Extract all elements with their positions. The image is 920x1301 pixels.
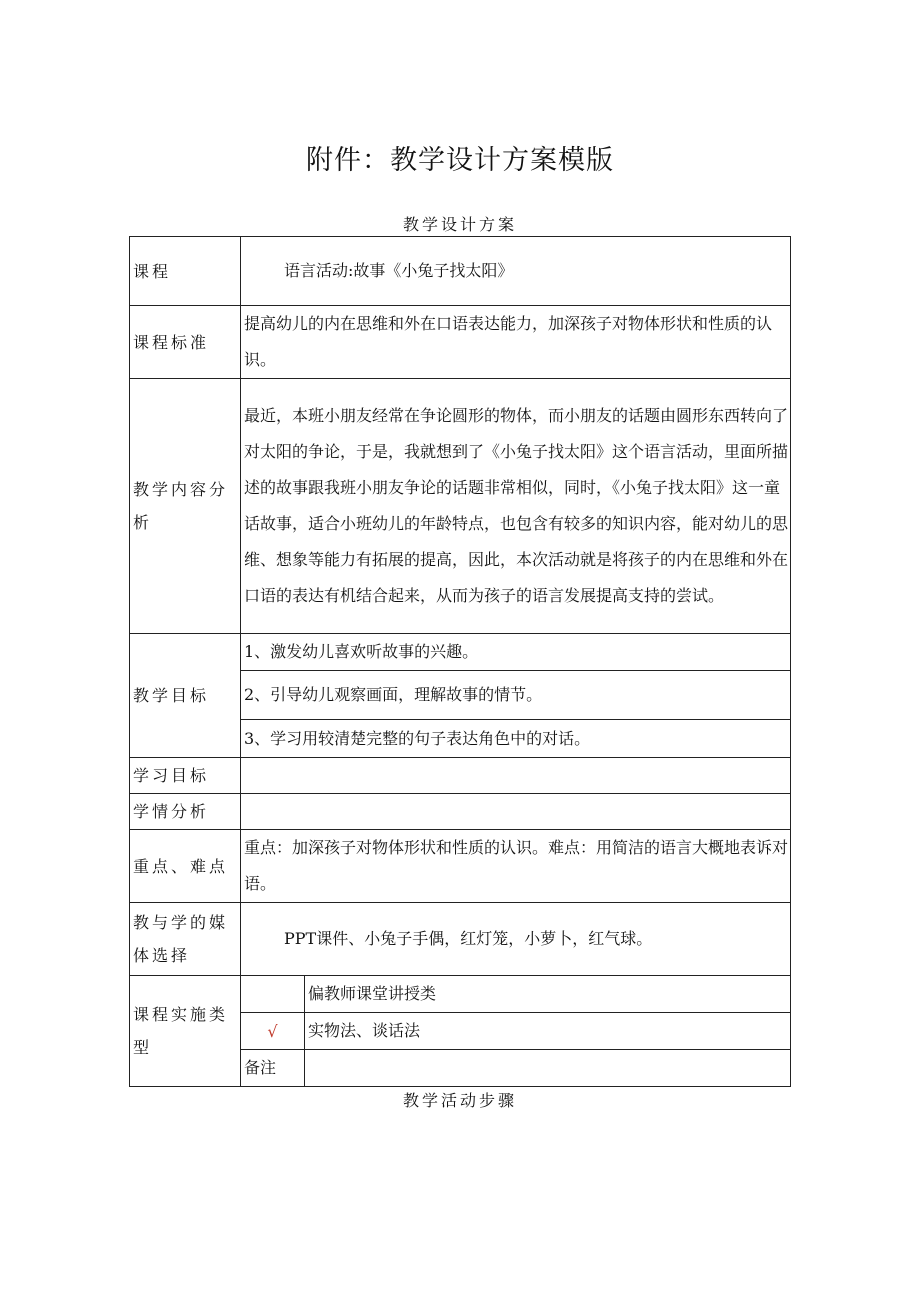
impl-type-label: 课程实施类型: [130, 976, 241, 1087]
page-title: 附件：教学设计方案模版: [306, 145, 614, 176]
media-value: PPT课件、小兔子手偶，红灯笼，小萝卜，红气球。: [241, 903, 791, 976]
key-points-value: 重点：加深孩子对物体形状和性质的认识。难点：用简洁的语言大概地表诉对语。: [241, 830, 791, 903]
row-analysis: [130, 379, 791, 634]
learning-goals-label: 学习目标: [130, 758, 241, 794]
learner-analysis-label: 学情分析: [130, 794, 241, 830]
learner-analysis-value: [241, 794, 791, 830]
row-standard: [130, 306, 791, 379]
learning-goals-value: [241, 758, 791, 794]
row-goal-1: [130, 634, 791, 671]
table-title: 教学设计方案: [402, 215, 517, 234]
row-media: [130, 903, 791, 976]
standard-value: 提高幼儿的内在思维和外在口语表达能力，加深孩子对物体形状和性质的认识。: [241, 306, 791, 379]
goal-item: 2、引导幼儿观察画面，理解故事的情节。: [241, 671, 791, 720]
standard-label: 课程标准: [130, 306, 241, 379]
impl-option-text: 实物法、谈话法: [305, 1013, 791, 1050]
analysis-label: 教学内容分析: [130, 379, 241, 634]
course-value: 语言活动:故事《小兔子找太阳》: [241, 237, 791, 306]
note-label: 备注: [241, 1050, 305, 1087]
check-mark: [241, 976, 305, 1013]
key-points-label: 重点、难点: [130, 830, 241, 903]
row-key-points: [130, 830, 791, 903]
row-learning-goals: [130, 758, 791, 794]
goals-label: 教学目标: [130, 634, 241, 758]
section-title: 教学活动步骤: [402, 1091, 517, 1110]
check-mark: √: [241, 1013, 305, 1050]
media-label: 教与学的媒体选择: [130, 903, 241, 976]
note-value: [305, 1050, 791, 1087]
goal-item: 3、学习用较清楚完整的句子表达角色中的对话。: [241, 720, 791, 758]
row-course: [130, 237, 791, 306]
row-learner-analysis: [130, 794, 791, 830]
impl-option-text: 偏教师课堂讲授类: [305, 976, 791, 1013]
goal-item: 1、激发幼儿喜欢听故事的兴趣。: [241, 634, 791, 671]
row-impl-option-1: [130, 976, 791, 1013]
lesson-plan-table: [129, 236, 791, 1087]
course-label: 课程: [130, 237, 241, 306]
analysis-value: 最近，本班小朋友经常在争论圆形的物体，而小朋友的话题由圆形东西转向了对太阳的争论，于是，我就想到了《小兔子找太阳》这个语言活动，里面所描述的故事跟我班小朋友争论的话题非常相似，同时，《小兔子找太阳》这一童话故事，适合小班幼儿的年龄特点，也包含有较多的知识内容，能对幼儿的思维、想象等能力有拓展的提高，因此，本次活动就是将孩子的内在思维和外在口语的表达有机结合起来，从而为孩子的语言发展提高支持的尝试。: [241, 379, 791, 634]
